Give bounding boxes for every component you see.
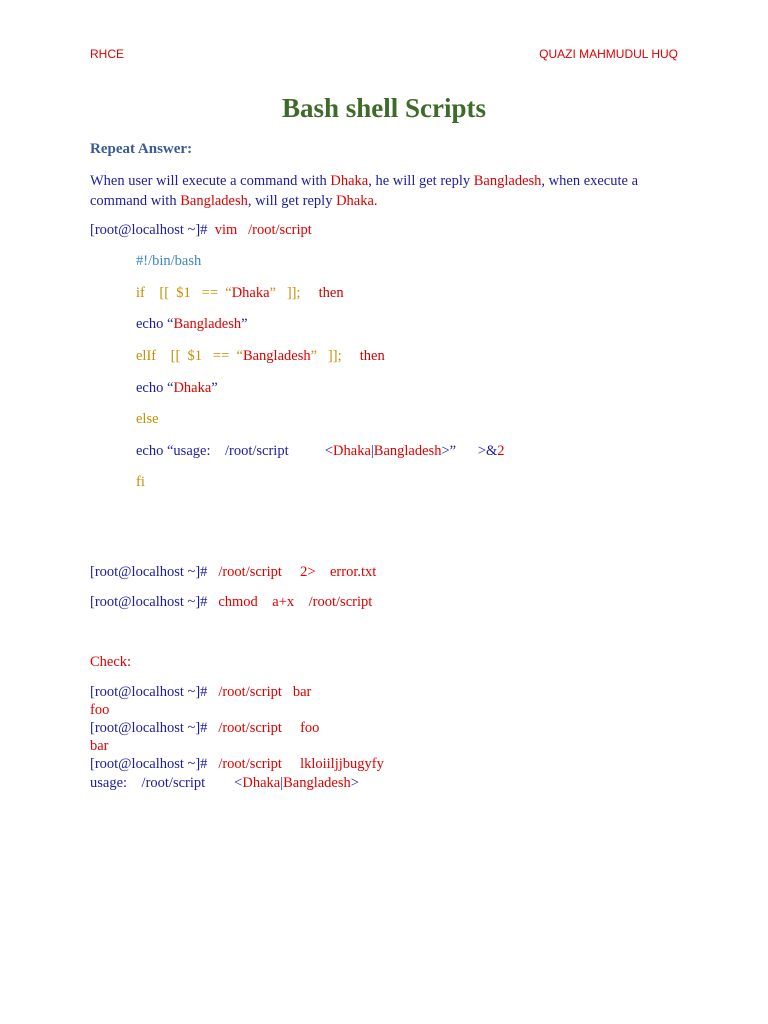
run-error-command-line bbox=[90, 563, 376, 581]
intro-dhaka: Dhaka bbox=[330, 173, 369, 189]
if-dhaka: Dhaka bbox=[231, 285, 270, 301]
usage-text: usage: /root/script bbox=[90, 775, 206, 791]
usage-dhaka-2: Dhaka bbox=[242, 775, 281, 791]
script-if-line bbox=[136, 284, 344, 302]
then-keyword: then bbox=[318, 285, 344, 301]
prompt: [root@localhost ~]# bbox=[90, 756, 208, 772]
echo-dhaka: Dhaka bbox=[173, 380, 212, 396]
chmod-command-line bbox=[90, 593, 372, 611]
page-title: Bash shell Scripts bbox=[281, 93, 487, 123]
usage-gt: > bbox=[441, 443, 450, 459]
script-else: else bbox=[136, 411, 159, 427]
intro-text-4: , will get reply bbox=[247, 193, 337, 209]
intro-paragraph bbox=[90, 171, 690, 211]
elif-condition-end: ” ]]; bbox=[310, 348, 342, 364]
check-run-bar-line bbox=[90, 683, 311, 701]
echo-close: ” bbox=[241, 316, 248, 332]
usage-echo: echo “usage: /root/script bbox=[136, 443, 289, 459]
usage-dhaka: Dhaka bbox=[333, 443, 371, 459]
script-echo-bangladesh bbox=[136, 315, 248, 333]
check-run-foo-line bbox=[90, 719, 319, 737]
elif-condition-start: [[ $1 == “ bbox=[170, 348, 243, 364]
check-output-bar: bar bbox=[90, 738, 109, 754]
redirect-fd: 2 bbox=[497, 443, 505, 459]
chmod-command: chmod a+x /root/script bbox=[218, 594, 373, 610]
header-right: QUAZI MAHMUDUL HUQ bbox=[539, 47, 678, 61]
intro-text-1: When user will execute a command with bbox=[90, 173, 331, 189]
usage-pipe: | bbox=[370, 443, 374, 459]
echo-open-2: echo “ bbox=[136, 380, 174, 396]
intro-bangladesh: Bangladesh bbox=[473, 173, 542, 189]
prompt: [root@localhost ~]# bbox=[90, 594, 208, 610]
check-label: Check: bbox=[90, 654, 132, 670]
header-left: RHCE bbox=[90, 47, 125, 61]
check-run-junk-line bbox=[90, 755, 384, 773]
echo-close-2: ” bbox=[211, 380, 218, 396]
echo-bangladesh: Bangladesh bbox=[173, 316, 242, 332]
if-condition-end: ” ]]; bbox=[269, 285, 301, 301]
intro-text-3: , when execute a command with bbox=[90, 173, 639, 209]
redirect: >& bbox=[477, 443, 498, 459]
vim-command-line bbox=[90, 221, 312, 239]
check-run-bar: /root/script bar bbox=[218, 684, 312, 700]
if-keyword: if bbox=[136, 285, 145, 301]
echo-open: echo “ bbox=[136, 316, 174, 332]
vim-command: vim /root/script bbox=[214, 222, 312, 238]
if-condition-start: [[ $1 == “ bbox=[159, 285, 232, 301]
run-error-command: /root/script 2> error.txt bbox=[218, 564, 377, 580]
elif-keyword: elIf bbox=[136, 348, 157, 364]
check-run-junk: /root/script lkloiiljjbugyfy bbox=[218, 756, 384, 772]
check-usage-output bbox=[90, 774, 359, 792]
intro-dhaka-2: Dhaka. bbox=[336, 193, 378, 209]
script-echo-dhaka bbox=[136, 379, 218, 397]
usage-lt: < bbox=[324, 443, 334, 459]
prompt: [root@localhost ~]# bbox=[90, 684, 208, 700]
intro-text-2: , he will get reply bbox=[368, 173, 474, 189]
usage-close-quote: ” bbox=[449, 443, 457, 459]
intro-bangladesh-2: Bangladesh bbox=[180, 193, 248, 209]
usage-bangladesh-2: Bangladesh bbox=[283, 775, 351, 791]
script-elif-line bbox=[136, 347, 385, 365]
check-run-foo: /root/script foo bbox=[218, 720, 320, 736]
check-output-foo: foo bbox=[90, 702, 110, 718]
script-echo-usage bbox=[136, 442, 505, 460]
prompt: [root@localhost ~]# bbox=[90, 564, 208, 580]
usage-lt-2: < bbox=[234, 775, 243, 791]
then-keyword-2: then bbox=[359, 348, 385, 364]
prompt: [root@localhost ~]# bbox=[90, 222, 208, 238]
prompt: [root@localhost ~]# bbox=[90, 720, 208, 736]
usage-bangladesh: Bangladesh bbox=[373, 443, 442, 459]
usage-pipe-2: | bbox=[280, 775, 284, 791]
script-shebang: #!/bin/bash bbox=[136, 253, 202, 269]
elif-bangladesh: Bangladesh bbox=[242, 348, 311, 364]
script-fi: fi bbox=[136, 474, 145, 490]
section-heading: Repeat Answer: bbox=[90, 141, 193, 157]
usage-gt-2: > bbox=[350, 775, 359, 791]
